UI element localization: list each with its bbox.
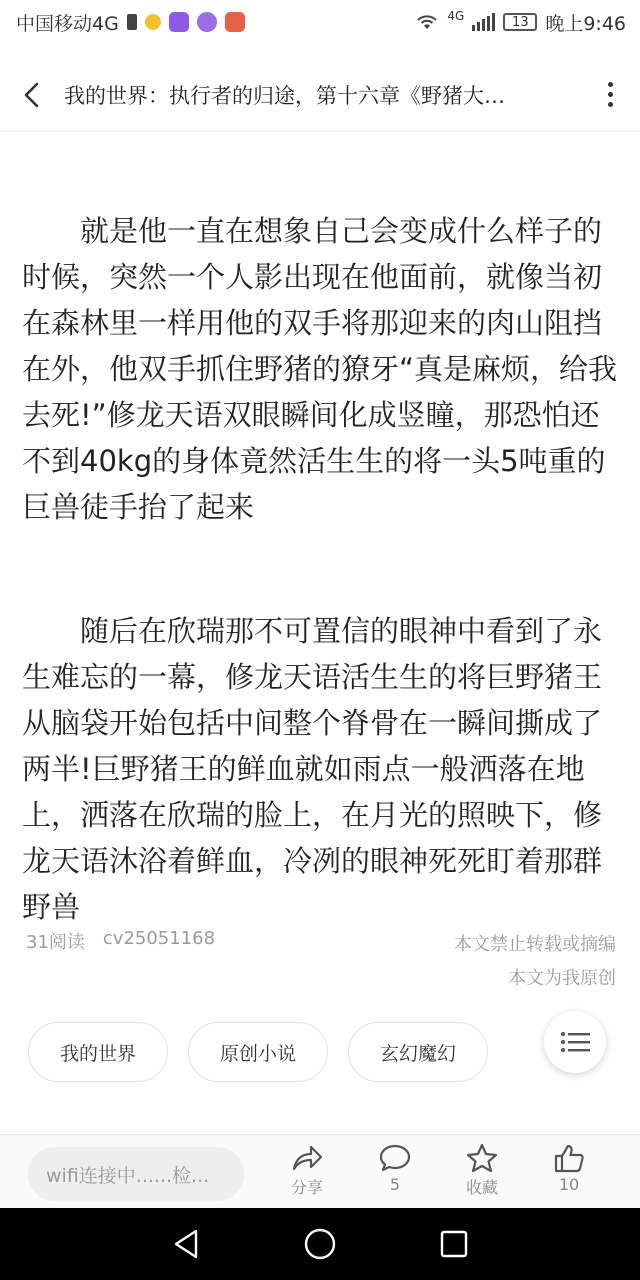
like-count: 10 [558,1175,580,1194]
clock: 晚上9:46 [545,12,626,35]
thumbs-up-icon [552,1143,586,1173]
notification-app-icon-2 [169,12,189,32]
comment-icon [378,1143,412,1173]
app-bar [0,58,640,132]
battery-level: 13 [512,14,529,30]
star-icon [465,1143,499,1173]
article-paragraph: 就是他一直在想象自己会变成什么样子的时候，突然一个人影出现在他面前，就像当初在森林里一样用他的双手将那迎来的肉山阻挡在外，他双手抓住野猪的獠牙“真是麻烦，给我去死!”修龙天语双眼瞬间化成竖瞳，那恐怕还不到40kg的身体竟然活生生的将一头5吨重的巨兽徒手抬了起来 [22,214,618,524]
more-button[interactable] [580,58,640,132]
system-nav-bar [0,1208,640,1280]
tag-chip[interactable]: 原创小说 [188,1022,328,1082]
bottom-action-bar [0,1134,640,1208]
status-left [16,9,245,36]
sim-icon [127,14,137,30]
repost-notice: 本文禁止转载或摘编 [454,934,616,955]
status-right [415,9,626,36]
battery-icon [503,13,537,31]
nav-recents-icon[interactable] [439,1229,469,1259]
page-title: 我的世界：执行者的归途，第十六章《野猪大… [64,83,505,108]
more-dot-icon [608,82,613,87]
status-bar [0,0,640,44]
share-icon [290,1143,324,1173]
article-paragraph: 随后在欣瑞那不可置信的眼神中看到了永生难忘的一幕，修龙天语活生生的将巨野猪王从脑袋开始包括中间整个脊骨在一瞬间撕成了两半!巨野猪王的鲜血就如雨点一般洒落在地上，洒落在欣瑞的脸上，在月光的照映下，修龙天语沐浴着鲜血，冷冽的眼神死死盯着那群野兽 [22,614,603,924]
read-count: 31阅读 [26,932,85,953]
article-body [22,208,622,944]
tag-chip[interactable]: 我的世界 [28,1022,168,1082]
share-button[interactable] [272,1143,342,1205]
meta-left [26,928,215,954]
share-label: 分享 [290,1178,323,1197]
nav-home-icon[interactable] [303,1227,337,1261]
tag-chip[interactable]: 玄幻魔幻 [348,1022,488,1082]
carrier-text: 中国移动4G [16,12,119,35]
comment-placeholder: wifi连接中......检... [46,1164,210,1187]
nav-back-icon[interactable] [171,1228,201,1260]
notification-app-icon-1 [145,14,161,30]
favorite-label: 收藏 [465,1178,498,1197]
article-meta [26,928,616,998]
list-menu-icon [560,1031,590,1053]
cv-number: cv25051168 [102,928,216,949]
back-arrow-icon [22,81,42,109]
favorite-button[interactable] [447,1143,517,1205]
like-button[interactable] [534,1143,604,1205]
signal-icon [472,13,495,31]
comment-count: 5 [389,1175,401,1194]
meta-right [454,928,616,996]
tag-list [28,1022,488,1082]
notification-app-icon-4 [225,12,245,32]
menu-button[interactable] [544,1011,606,1073]
original-notice: 本文为我原创 [508,968,616,989]
comment-input[interactable] [28,1147,244,1201]
comment-button[interactable] [360,1143,430,1205]
network-type: 4G [447,8,465,23]
wifi-icon [415,13,439,31]
back-button[interactable] [0,58,64,132]
notification-app-icon-3 [197,12,217,32]
